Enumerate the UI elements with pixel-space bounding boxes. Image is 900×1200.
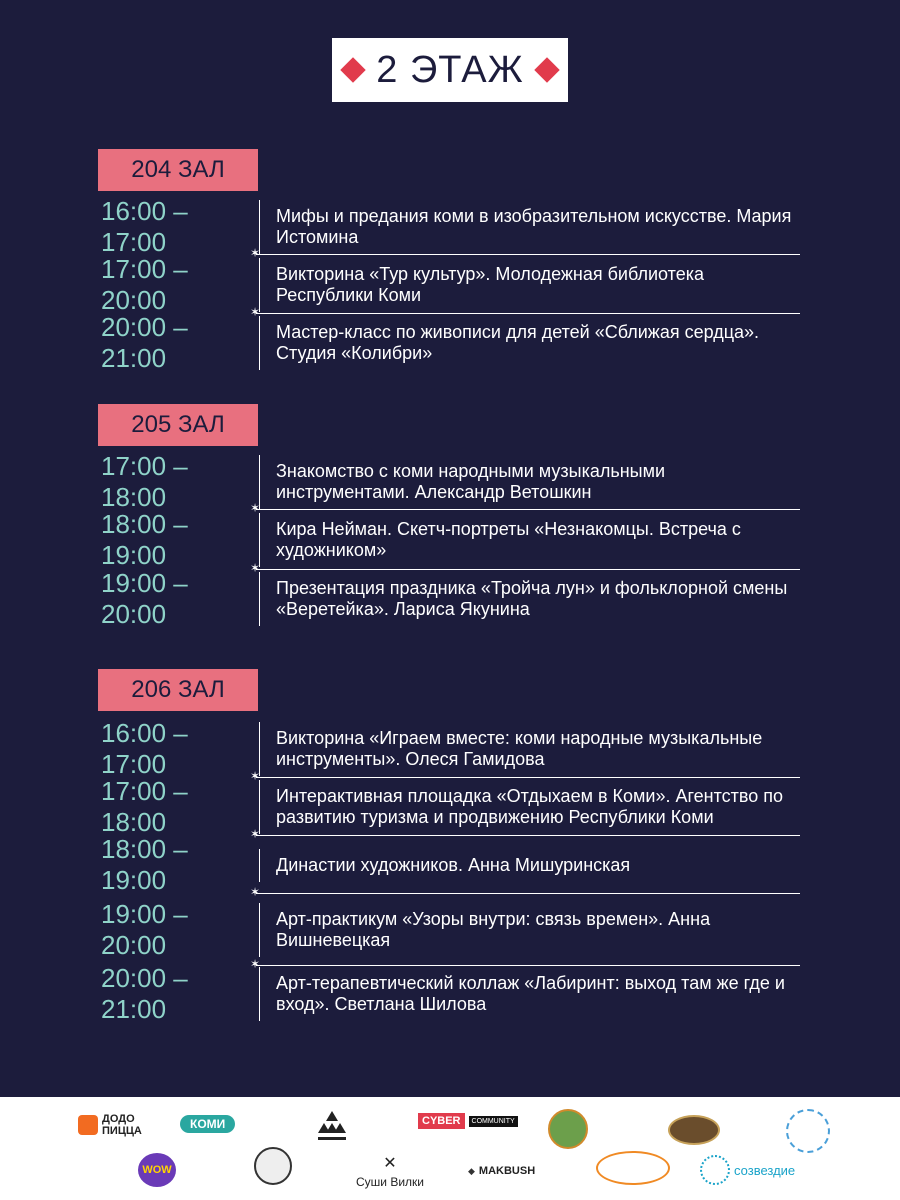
circular-text-logo [786,1109,830,1153]
schedule-row [98,720,800,778]
event-description: Знакомство с коми народными музыкальными инструментами. Александр Ветошкин [259,461,800,503]
diamond-icon-left [341,57,366,82]
event-time: 19:00 – 20:00 [101,568,188,629]
makbush-logo: ◆ MAKBUSH [468,1165,536,1177]
event-description: Арт-терапевтический коллаж «Лабиринт: выход там же где и вход». Светлана Шилова [259,973,800,1015]
hall-label-205: 205 ЗАЛ [98,404,258,446]
diamond-icon-right [534,57,559,82]
event-time: 18:00 – 19:00 [101,509,188,570]
event-time: 18:00 – 19:00 [101,834,188,895]
event-time: 17:00 – 18:00 [101,776,188,837]
event-description: Династии художников. Анна Мишуринская [259,855,800,876]
event-time: 19:00 – 20:00 [101,899,188,960]
hall-label-206: 206 ЗАЛ [98,669,258,711]
hall-206-schedule [98,720,800,1022]
orange-circle-logo [596,1151,670,1185]
sushi-vilki-logo: ✕ Суши Вилки [356,1155,424,1189]
oval-emblem-logo [668,1115,720,1145]
hall-204-schedule [98,196,800,373]
schedule-row [98,510,800,570]
round-emblem-logo [548,1109,588,1149]
sozvezdie-logo: созвездие [700,1155,795,1185]
dodo-logo: ДОДО ПИЦЦА [78,1113,152,1137]
einstein-logo [254,1147,292,1185]
floor-title-box [332,38,568,102]
schedule-row [98,963,800,1024]
event-time: 16:00 – 17:00 [101,718,188,779]
event-description: Интерактивная площадка «Отдыхаем в Коми». Агентство по развитию туризма и продвижению Республики Коми [259,786,800,828]
schedule-row [98,196,800,257]
schedule-row [98,314,800,372]
schedule-row [98,894,800,966]
event-description: Мифы и предания коми в изобразительном искусстве. Мария Истомина [259,206,800,248]
komi-logo: КОМИ [180,1115,235,1133]
schedule-row [98,451,800,512]
schedule-row [98,778,800,836]
cyber-logo: CYBER COMMUNITY [418,1113,518,1129]
house-of-friendship-logo [312,1109,352,1145]
event-time: 16:00 – 17:00 [101,196,188,257]
event-description: Мастер-класс по живописи для детей «Сближая сердца». Студия «Колибри» [259,322,800,364]
event-time: 20:00 – 21:00 [101,963,188,1024]
event-description: Презентация праздника «Тройча лун» и фольклорной смены «Веретейка». Лариса Якунина [259,578,800,620]
event-time: 17:00 – 18:00 [101,451,188,512]
schedule-row [98,570,800,628]
schedule-row [98,836,800,894]
schedule-row [98,255,800,314]
event-time: 20:00 – 21:00 [101,312,188,373]
hall-label-204: 204 ЗАЛ [98,149,258,191]
hall-205-schedule [98,451,800,629]
floor-title: 2 ЭТАЖ [376,49,524,91]
event-time: 17:00 – 20:00 [101,253,188,315]
event-description: Арт-практикум «Узоры внутри: связь времен». Анна Вишневецкая [259,909,800,951]
sponsor-bar [0,1097,900,1200]
event-description: Кира Нейман. Скетч-портреты «Незнакомцы. Встреча с художником» [259,519,800,561]
event-description: Викторина «Играем вместе: коми народные музыкальные инструменты». Олеся Гамидова [259,728,800,770]
event-description: Викторина «Тур культур». Молодежная библиотека Республики Коми [259,264,800,306]
wow-logo: WOW [138,1153,176,1187]
